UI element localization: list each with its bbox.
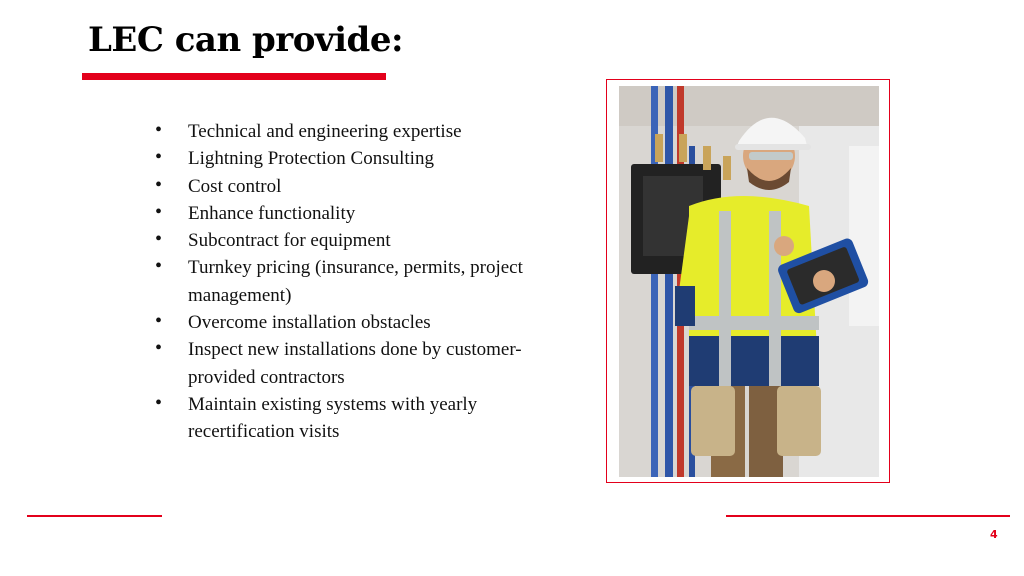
list-item xyxy=(150,336,528,391)
list-item-text: Inspect new installations done by customer-provided contractors xyxy=(188,339,522,388)
bullet-icon: • xyxy=(155,391,163,414)
list-item-text: Cost control xyxy=(188,175,282,197)
list-item xyxy=(150,173,550,200)
list-item-text: Turnkey pricing (insurance, permits, project management) xyxy=(188,257,523,306)
list-item-text: Maintain existing systems with yearly recertification visits xyxy=(188,393,478,443)
list-item xyxy=(150,254,548,309)
footer-divider-left xyxy=(27,515,162,517)
title-underline xyxy=(82,73,386,80)
bullet-icon: • xyxy=(155,146,163,169)
list-item xyxy=(150,200,550,227)
bullet-icon: • xyxy=(155,337,163,360)
bullet-icon: • xyxy=(155,173,163,196)
electrician-photo xyxy=(619,86,879,477)
bullet-icon: • xyxy=(155,228,163,251)
footer-divider-right xyxy=(726,515,1010,517)
list-item xyxy=(150,309,550,336)
bullet-list xyxy=(150,118,550,446)
list-item xyxy=(150,391,518,446)
list-item-text: Overcome installation obstacles xyxy=(188,312,431,334)
list-item xyxy=(150,227,550,254)
list-item xyxy=(150,145,550,172)
list-item-text: Enhance functionality xyxy=(188,202,356,224)
bullet-icon: • xyxy=(155,255,163,278)
page-number: 4 xyxy=(990,528,998,541)
bullet-icon: • xyxy=(155,200,163,223)
bullet-icon: • xyxy=(155,119,163,141)
list-item-text: Subcontract for equipment xyxy=(188,230,391,252)
bullet-icon: • xyxy=(155,310,163,333)
list-item-text: Lightning Protection Consulting xyxy=(188,148,434,170)
slide-title: LEC can provide: xyxy=(88,20,403,60)
list-item-text: Technical and engineering expertise xyxy=(188,121,462,142)
list-item xyxy=(150,118,550,145)
